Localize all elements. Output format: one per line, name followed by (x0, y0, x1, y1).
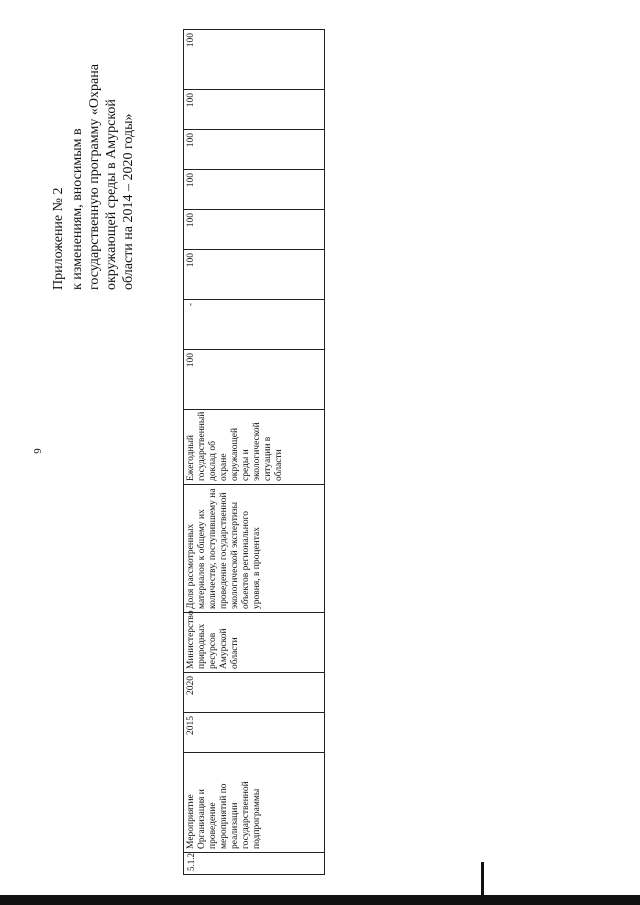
row-executor: Министерство природных ресурсов Амурской области (184, 613, 325, 673)
row-value-5: 100 (184, 130, 325, 170)
program-table (183, 30, 325, 875)
appendix-title: Приложение № 2 (51, 187, 66, 290)
row-year-start: 2015 (184, 713, 325, 753)
row-year-end: 2020 (184, 673, 325, 713)
page-number: 6 (30, 448, 43, 454)
appendix-line-2: государственную программу «Охрана (87, 64, 102, 290)
row-source: Ежегодный государственный доклад об охране окружающей среды и экологической ситуации в области (184, 410, 325, 485)
row-value-4: 100 (184, 170, 325, 210)
row-value-3: 100 (184, 210, 325, 250)
appendix-line-3: окружающей среды в Амурской (104, 99, 119, 290)
row-code: 5.1.2 (184, 853, 325, 875)
row-value-6: 100 (184, 90, 325, 130)
table-row (184, 30, 325, 875)
row-indicator: Доля рассмотренных материалов к общему их количеству, поступившему на проведение государственной экологической экспертизы объектов регионального уровня, в процентах (184, 485, 325, 613)
row-value-1: - (184, 300, 325, 350)
appendix-line-4: области на 2014 – 2020 годы» (121, 113, 136, 290)
row-value-7: 100 (184, 30, 325, 90)
row-value-0: 100 (184, 350, 325, 410)
appendix-line-1: к изменениям, вносимым в (70, 128, 85, 290)
scan-bottom-edge (0, 895, 640, 905)
scan-mark (481, 862, 484, 897)
row-value-2: 100 (184, 250, 325, 300)
row-event: Мероприятие Организация и проведение мероприятий по реализации государственной подпрограммы (184, 753, 325, 853)
